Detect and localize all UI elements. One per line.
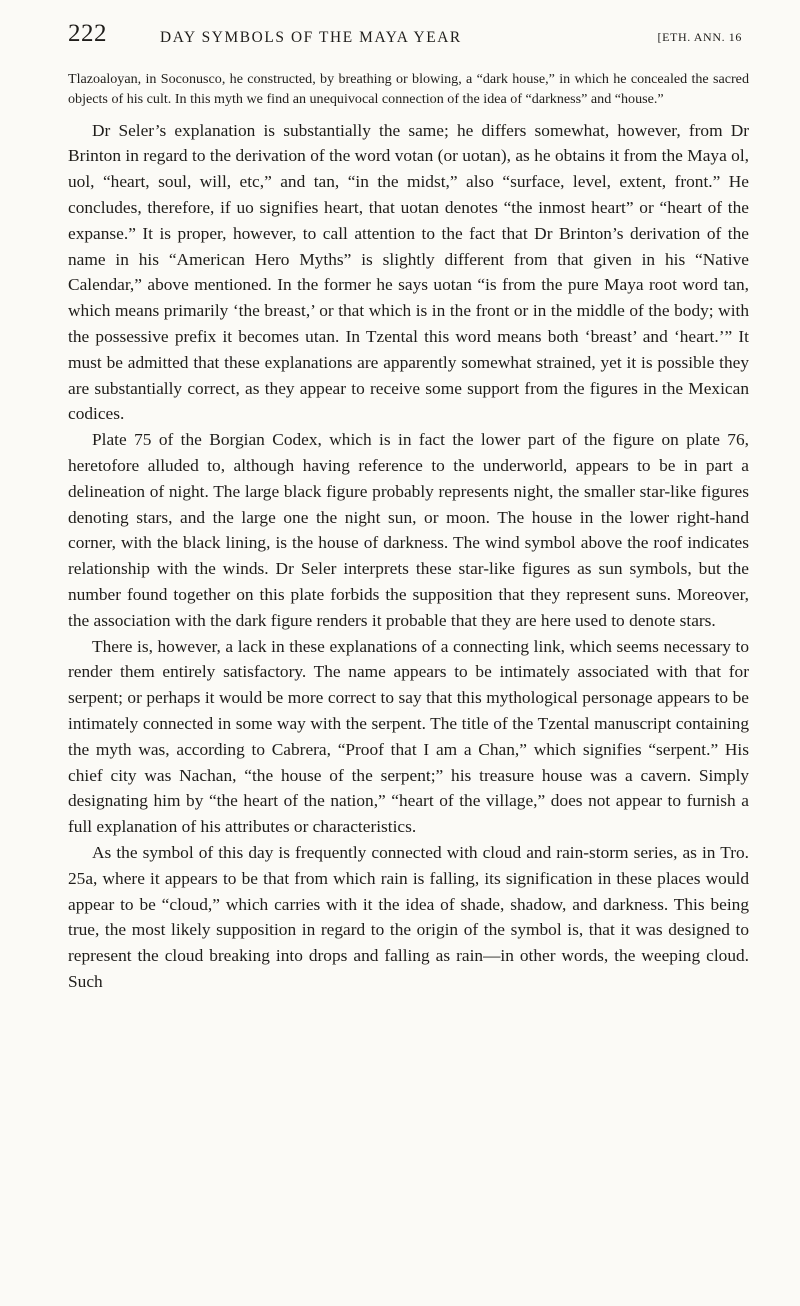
footnote-continuation: Tlazoaloyan, in Soconusco, he constructed, by breathing or blowing, a “dark house,” in which he concealed the sacred objects of his cult. In this myth we find an unequivocal connection of the idea of “darkness” and “house.” (68, 71, 749, 107)
report-reference: [ETH. ANN. 16 (657, 30, 742, 44)
page-body (68, 70, 749, 995)
paragraph-cloud-symbol: As the symbol of this day is frequently connected with cloud and rain-storm series, as in Tro. 25a, where it appears to be that from which rain is falling, its signification in these places would appear to be “cloud,” which carries with it the idea of shade, shadow, and darkness. This being true, the most likely supposition in regard to the origin of the symbol is, that it was designed to represent the cloud breaking into drops and falling as rain—in other words, the weeping cloud. Such (68, 842, 749, 991)
running-head: DAY SYMBOLS OF THE MAYA YEAR (160, 29, 462, 46)
page-header (68, 20, 742, 54)
paragraph-borgian-codex: Plate 75 of the Borgian Codex, which is in fact the lower part of the figure on plate 76, heretofore alluded to, although having reference to the underworld, appears to be in part a delineation of night. The large black figure probably represents night, the smaller star-like figures denoting stars, and the large one the night sun, or moon. The house in the lower right-hand corner, with the black lining, is the house of darkness. The wind symbol above the roof indicates relationship with the winds. Dr Seler interprets these star-like figures as sun symbols, but the number found together on this plate forbids the supposition that they represent suns. Moreover, the association with the dark figure renders it probable that they are here used to denote stars. (68, 430, 749, 630)
paragraph-connecting-link: There is, however, a lack in these explanations of a connecting link, which seems necessary to render them entirely satisfactory. The name appears to be intimately associated with that for serpent; or perhaps it would be more correct to say that this mythological personage appears to be intimately connected in some way with the serpent. The title of the Tzental manuscript containing the myth was, according to Cabrera, “Proof that I am a Chan,” which signifies “serpent.” His chief city was Nachan, “the house of the serpent;” his treasure house was a cavern. Simply designating him by “the heart of the nation,” “heart of the village,” does not appear to furnish a full explanation of his attributes or characteristics. (68, 636, 749, 837)
paragraph-seler-explanation: Dr Seler’s explanation is substantially the same; he differs somewhat, however, from Dr Brinton in regard to the derivation of the word votan (or uotan), as he obtains it from the Maya ol, uol, “heart, soul, will, etc,” and tan, “in the midst,” also “surface, level, extent, front.” He concludes, therefore, if uo signifies heart, that uotan denotes “the inmost heart” or “heart of the expanse.” It is proper, however, to call attention to the fact that Dr Brinton’s derivation of the name in his “American Hero Myths” is slightly different from that given in his “Native Calendar,” above mentioned. In the former he says uotan “is from the pure Maya root word tan, which means primarily ‘the breast,’ or that which is in the front or in the middle of the body; with the possessive prefix it becomes utan. In Tzental this word means both ‘breast’ and ‘heart.’” It must be admitted that these explanations are apparently somewhat strained, yet it is possible they are substantially correct, as they appear to receive some support from the figures in the Mexican codices. (68, 120, 749, 424)
page-number: 222 (68, 20, 107, 47)
